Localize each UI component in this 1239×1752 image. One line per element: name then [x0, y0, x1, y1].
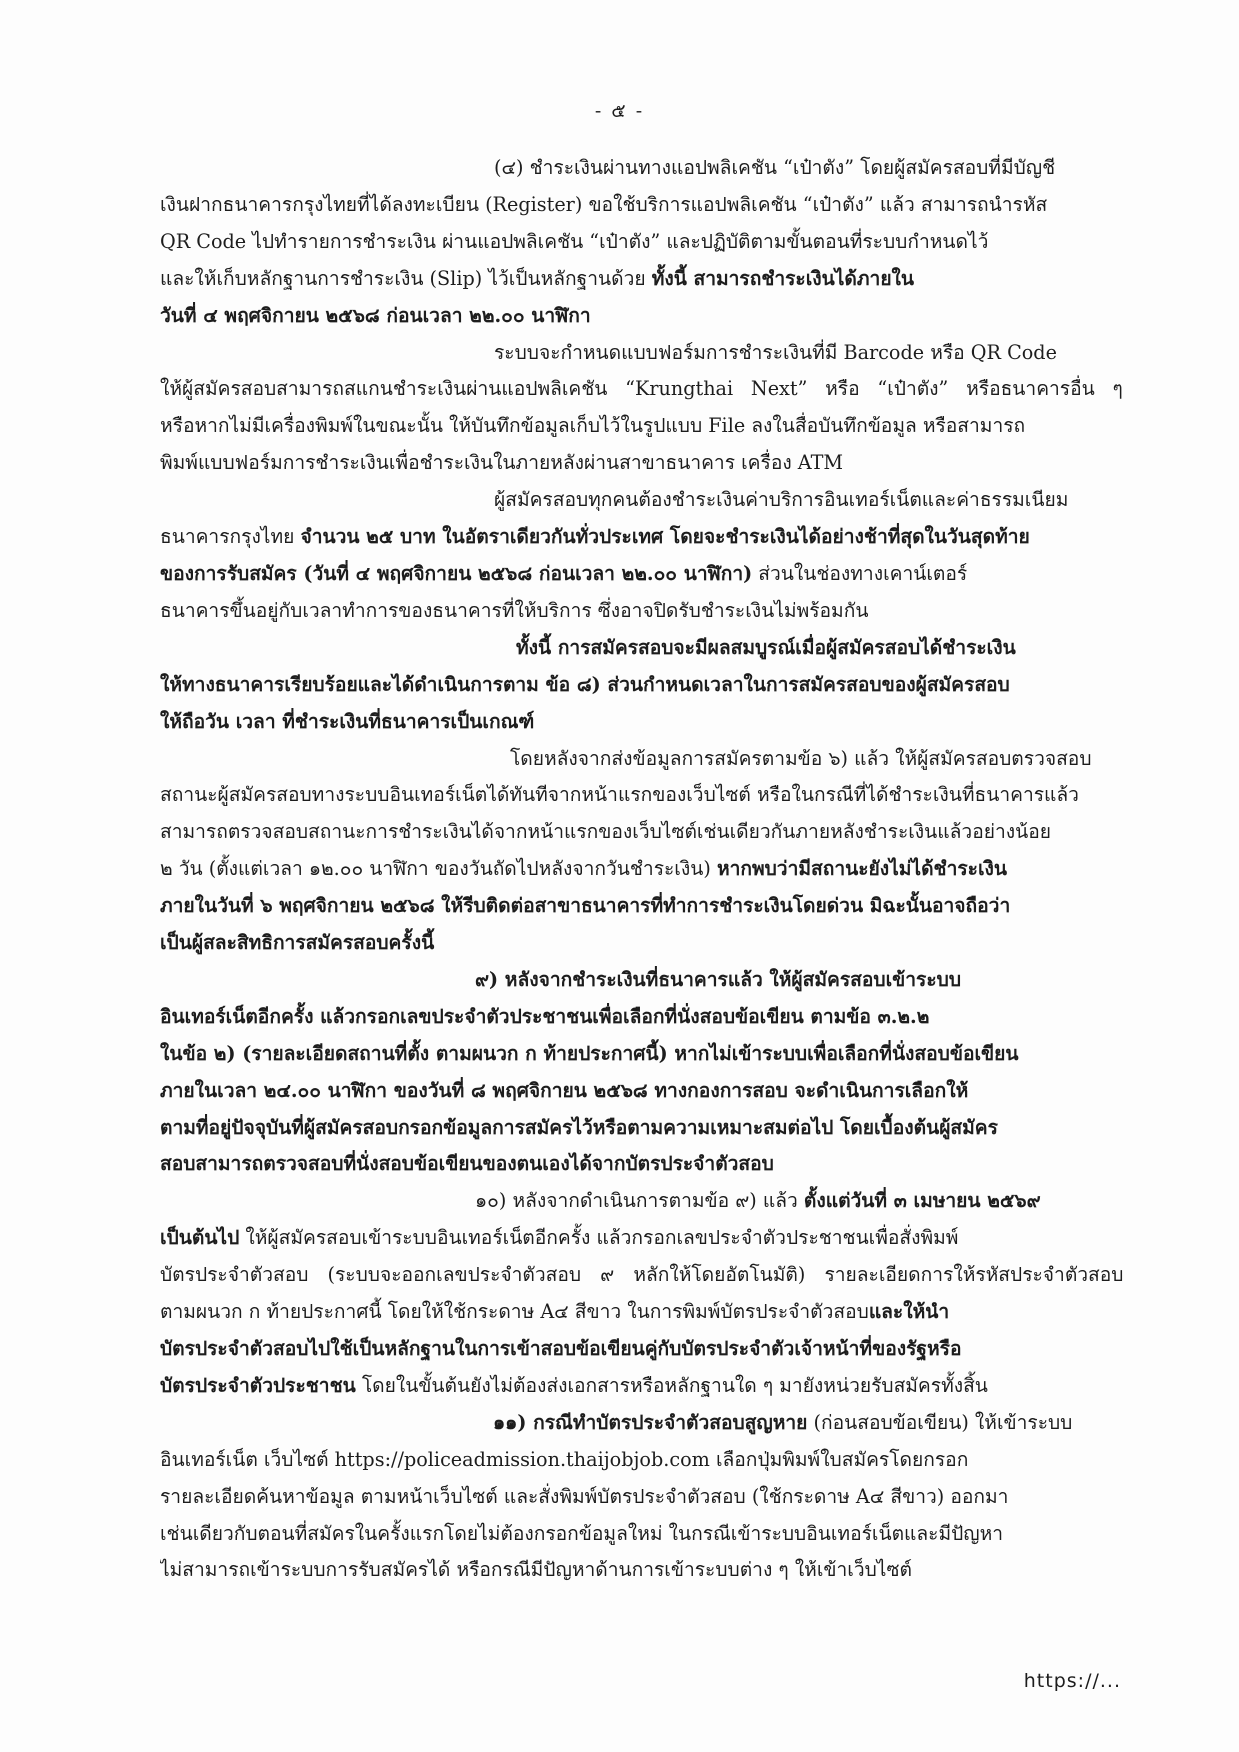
text-line	[160, 1405, 1123, 1442]
bold-text-segment: ๙) หลังจากชำระเงินที่ธนาคารแล้ว ให้ผู้สมัครสอบเข้าระบบ	[475, 967, 962, 991]
text-segment: ไม่สามารถเข้าระบบการรับสมัครได้ หรือกรณีมีปัญหาด้านการเข้าระบบต่าง ๆ ให้เข้าเว็บไซต์	[160, 1558, 912, 1582]
text-segment: รายละเอียดค้นหาข้อมูล ตามหน้าเว็บไซต์ และสั่งพิมพ์บัตรประจำตัวสอบ (ใช้กระดาษ A๔ สีขาว) ออกมา	[160, 1484, 1009, 1508]
text-line	[160, 1220, 1123, 1257]
text-line	[160, 445, 1123, 482]
text-segment: ๑๐) หลังจากดำเนินการตามข้อ ๙) แล้ว	[475, 1189, 804, 1213]
bold-text-segment: ทั้งนี้ สามารถชำระเงินได้ภายใน	[651, 266, 915, 290]
paragraph-payment-paotang	[160, 150, 1123, 335]
text-line	[160, 777, 1123, 814]
paragraph-item-11-lost-card	[160, 1405, 1123, 1590]
text-line	[160, 851, 1123, 888]
text-segment: เงินฝากธนาคารกรุงไทยที่ได้ลงทะเบียน (Register) ขอใช้บริการแอปพลิเคชัน “เป๋าตัง” แล้ว สามารถนำรหัส	[160, 192, 1048, 216]
text-segment: (๔) ชำระเงินผ่านทางแอปพลิเคชัน “เป๋าตัง” โดยผู้สมัครสอบที่มีบัญชี	[494, 156, 1056, 179]
text-line	[160, 593, 1123, 630]
text-line	[160, 224, 1123, 261]
bold-text-segment: ตั้งแต่วันที่ ๓ เมษายน ๒๕๖๙	[803, 1189, 1041, 1213]
bold-text-segment: ภายในเวลา ๒๔.๐๐ นาฬิกา ของวันที่ ๘ พฤศจิกายน ๒๕๖๘ ทางกองการสอบ จะดำเนินการเลือกให้	[160, 1078, 969, 1102]
bold-text-segment: อินเทอร์เน็ตอีกครั้ง แล้วกรอกเลขประจำตัวประชาชนเพื่อเลือกที่นั่งสอบข้อเขียน ตามข้อ ๓.๒.๒	[160, 1004, 930, 1028]
text-segment: ๒ วัน (ตั้งแต่เวลา ๑๒.๐๐ นาฬิกา ของวันถัดไปหลังจากวันชำระเงิน)	[160, 857, 717, 881]
text-segment: ตามผนวก ก ท้ายประกาศนี้ โดยให้ใช้กระดาษ A๔ สีขาว ในการพิมพ์บัตรประจำตัวสอบ	[160, 1300, 869, 1324]
text-segment: ให้ผู้สมัครสอบสามารถสแกนชำระเงินผ่านแอปพลิเคชัน “Krungthai Next” หรือ “เป๋าตัง” หรือธนาคารอื่น ๆ	[160, 377, 1123, 401]
text-segment: และให้เก็บหลักฐานการชำระเงิน (Slip) ไว้เป็นหลักฐานด้วย	[160, 266, 652, 290]
text-segment: ธนาคารกรุงไทย	[160, 525, 301, 549]
text-line	[160, 1036, 1123, 1073]
bold-text-segment: ตามที่อยู่ปัจจุบันที่ผู้สมัครสอบกรอกข้อมูลการสมัครไว้หรือตามความเหมาะสมต่อไป โดยเบื้องต้นผู้สมัคร	[160, 1115, 998, 1139]
paragraph-payment-form	[160, 335, 1123, 483]
bold-text-segment: บัตรประจำตัวประชาชน	[160, 1373, 356, 1397]
text-segment: หรือหากไม่มีเครื่องพิมพ์ในขณะนั้น ให้บันทึกข้อมูลเก็บไว้ในรูปแบบ File ลงในสื่อบันทึกข้อมูล หรือสามารถ	[160, 414, 1026, 438]
text-line	[160, 482, 1123, 519]
text-line	[160, 704, 1123, 741]
bold-text-segment: ในข้อ ๒) (รายละเอียดสถานที่ตั้ง ตามผนวก ก ท้ายประกาศนี้) หากไม่เข้าระบบเพื่อเลือกที่นั่งสอบข้อเขียน	[160, 1041, 1019, 1065]
text-line	[160, 1073, 1123, 1110]
text-line	[160, 556, 1123, 593]
bold-text-segment: ให้ทางธนาคารเรียบร้อยและได้ดำเนินการตาม ข้อ ๘) ส่วนกำหนดเวลาในการสมัครสอบของผู้สมัครสอบ	[160, 672, 1010, 696]
bold-text-segment: สอบสามารถตรวจสอบที่นั่งสอบข้อเขียนของตนเองได้จากบัตรประจำตัวสอบ	[160, 1152, 774, 1176]
text-line	[160, 1110, 1123, 1147]
text-line	[160, 630, 1123, 667]
paragraph-item-9-seat-selection	[160, 962, 1123, 1183]
bold-text-segment: หากพบว่ามีสถานะยังไม่ได้ชำระเงิน	[716, 857, 1007, 881]
bold-text-segment: ให้ถือวัน เวลา ที่ชำระเงินที่ธนาคารเป็นเกณฑ์	[160, 709, 535, 733]
text-segment: บัตรประจำตัวสอบ (ระบบจะออกเลขประจำตัวสอบ ๙ หลักให้โดยอัตโนมัติ) รายละเอียดการให้รหัสประจำตัวสอบ	[160, 1263, 1123, 1287]
text-segment: (ก่อนสอบข้อเขียน) ให้เข้าระบบ	[807, 1410, 1073, 1434]
text-segment: อินเทอร์เน็ต เว็บไซต์ https://policeadmission.thaijobjob.com เลือกปุ่มพิมพ์ใบสมัครโดยกรอก	[160, 1447, 969, 1471]
text-segment: สามารถตรวจสอบสถานะการชำระเงินได้จากหน้าแรกของเว็บไซต์เช่นเดียวกันภายหลังชำระเงินแล้วอย่างน้อย	[160, 820, 1051, 844]
text-line	[160, 519, 1123, 556]
page-number: - ๕ -	[594, 100, 645, 122]
bold-text-segment: ของการรับสมัคร (วันที่ ๔ พฤศจิกายน ๒๕๖๘ ก่อนเวลา ๒๒.๐๐ นาฬิกา)	[160, 561, 753, 585]
bold-text-segment: ภายในวันที่ ๖ พฤศจิกายน ๒๕๖๘ ให้รีบติดต่อสาขาธนาคารที่ทำการชำระเงินโดยด่วน มิฉะนั้นอาจถือว่า	[160, 894, 1011, 918]
text-line	[160, 187, 1123, 224]
text-line	[160, 667, 1123, 704]
text-segment: โดยหลังจากส่งข้อมูลการสมัครตามข้อ ๖) แล้ว ให้ผู้สมัครสอบตรวจสอบ	[510, 746, 1092, 770]
text-segment: ระบบจะกำหนดแบบฟอร์มการชำระเงินที่มี Barcode หรือ QR Code	[494, 340, 1057, 364]
text-line	[160, 1183, 1123, 1220]
bold-text-segment: เป็นต้นไป	[160, 1226, 240, 1250]
text-line	[160, 1146, 1123, 1183]
text-line	[160, 1257, 1123, 1294]
paragraph-item-10-exam-card	[160, 1183, 1123, 1404]
bold-text-segment: บัตรประจำตัวสอบไปใช้เป็นหลักฐานในการเข้าสอบข้อเขียนคู่กับบัตรประจำตัวเจ้าหน้าที่ของรัฐหรือ	[160, 1337, 962, 1360]
bold-text-segment: จำนวน ๒๕ บาท ในอัตราเดียวกันทั่วประเทศ โดยจะชำระเงินได้อย่างช้าที่สุดในวันสุดท้าย	[300, 525, 1030, 549]
text-line	[160, 335, 1123, 372]
text-line	[160, 261, 1123, 298]
continuation-marker: https://...	[1023, 1670, 1121, 1692]
text-line	[160, 1479, 1123, 1516]
bold-text-segment: ๑๑) กรณีทำบัตรประจำตัวสอบสูญหาย	[493, 1410, 808, 1434]
text-segment: สถานะผู้สมัครสอบทางระบบอินเทอร์เน็ตได้ทันทีจากหน้าแรกของเว็บไซต์ หรือในกรณีที่ได้ชำระเงินที่ธนาคารแล้ว	[160, 783, 1079, 807]
text-line	[160, 999, 1123, 1036]
text-line	[160, 150, 1123, 187]
bold-text-segment: และให้นำ	[868, 1300, 950, 1324]
text-line	[160, 298, 1123, 335]
text-segment: ให้ผู้สมัครสอบเข้าระบบอินเทอร์เน็ตอีกครั้ง แล้วกรอกเลขประจำตัวประชาชนเพื่อสั่งพิมพ์	[239, 1226, 959, 1250]
text-line	[160, 925, 1123, 962]
paragraph-application-complete	[160, 630, 1123, 741]
bold-text-segment: วันที่ ๔ พฤศจิกายน ๒๕๖๘ ก่อนเวลา ๒๒.๐๐ นาฬิกา	[160, 303, 591, 327]
text-line	[160, 371, 1123, 408]
text-line	[160, 1442, 1123, 1479]
text-line	[160, 1294, 1123, 1331]
text-line	[160, 1516, 1123, 1553]
text-segment: ส่วนในช่องทางเคาน์เตอร์	[752, 561, 968, 585]
text-line	[160, 408, 1123, 445]
text-line	[160, 814, 1123, 851]
text-segment: ผู้สมัครสอบทุกคนต้องชำระเงินค่าบริการอินเทอร์เน็ตและค่าธรรมเนียม	[494, 488, 1069, 512]
paragraph-status-check	[160, 741, 1123, 962]
bold-text-segment: เป็นผู้สละสิทธิการสมัครสอบครั้งนี้	[160, 931, 435, 955]
text-line	[160, 741, 1123, 778]
bold-text-segment: ทั้งนี้ การสมัครสอบจะมีผลสมบูรณ์เมื่อผู้สมัครสอบได้ชำระเงิน	[516, 635, 1016, 659]
text-segment: ธนาคารขึ้นอยู่กับเวลาทำการของธนาคารที่ให้บริการ ซึ่งอาจปิดรับชำระเงินไม่พร้อมกัน	[160, 598, 869, 622]
text-segment: โดยในขั้นต้นยังไม่ต้องส่งเอกสารหรือหลักฐานใด ๆ มายังหน่วยรับสมัครทั้งสิ้น	[355, 1373, 988, 1397]
text-segment: เช่นเดียวกับตอนที่สมัครในครั้งแรกโดยไม่ต้องกรอกข้อมูลใหม่ ในกรณีเข้าระบบอินเทอร์เน็ตและมีปัญหา	[160, 1521, 1004, 1545]
text-line	[160, 962, 1123, 999]
text-line	[160, 1368, 1123, 1405]
text-segment: พิมพ์แบบฟอร์มการชำระเงินเพื่อชำระเงินในภายหลังผ่านสาขาธนาคาร เครื่อง ATM	[160, 451, 844, 475]
document-body	[160, 150, 1123, 1589]
text-line	[160, 888, 1123, 925]
text-segment: QR Code ไปทำรายการชำระเงิน ผ่านแอปพลิเคชัน “เป๋าตัง” และปฏิบัติตามขั้นตอนที่ระบบกำหนดไว้	[160, 229, 989, 253]
paragraph-fee	[160, 482, 1123, 630]
text-line	[160, 1331, 1123, 1368]
text-line	[160, 1552, 1123, 1589]
